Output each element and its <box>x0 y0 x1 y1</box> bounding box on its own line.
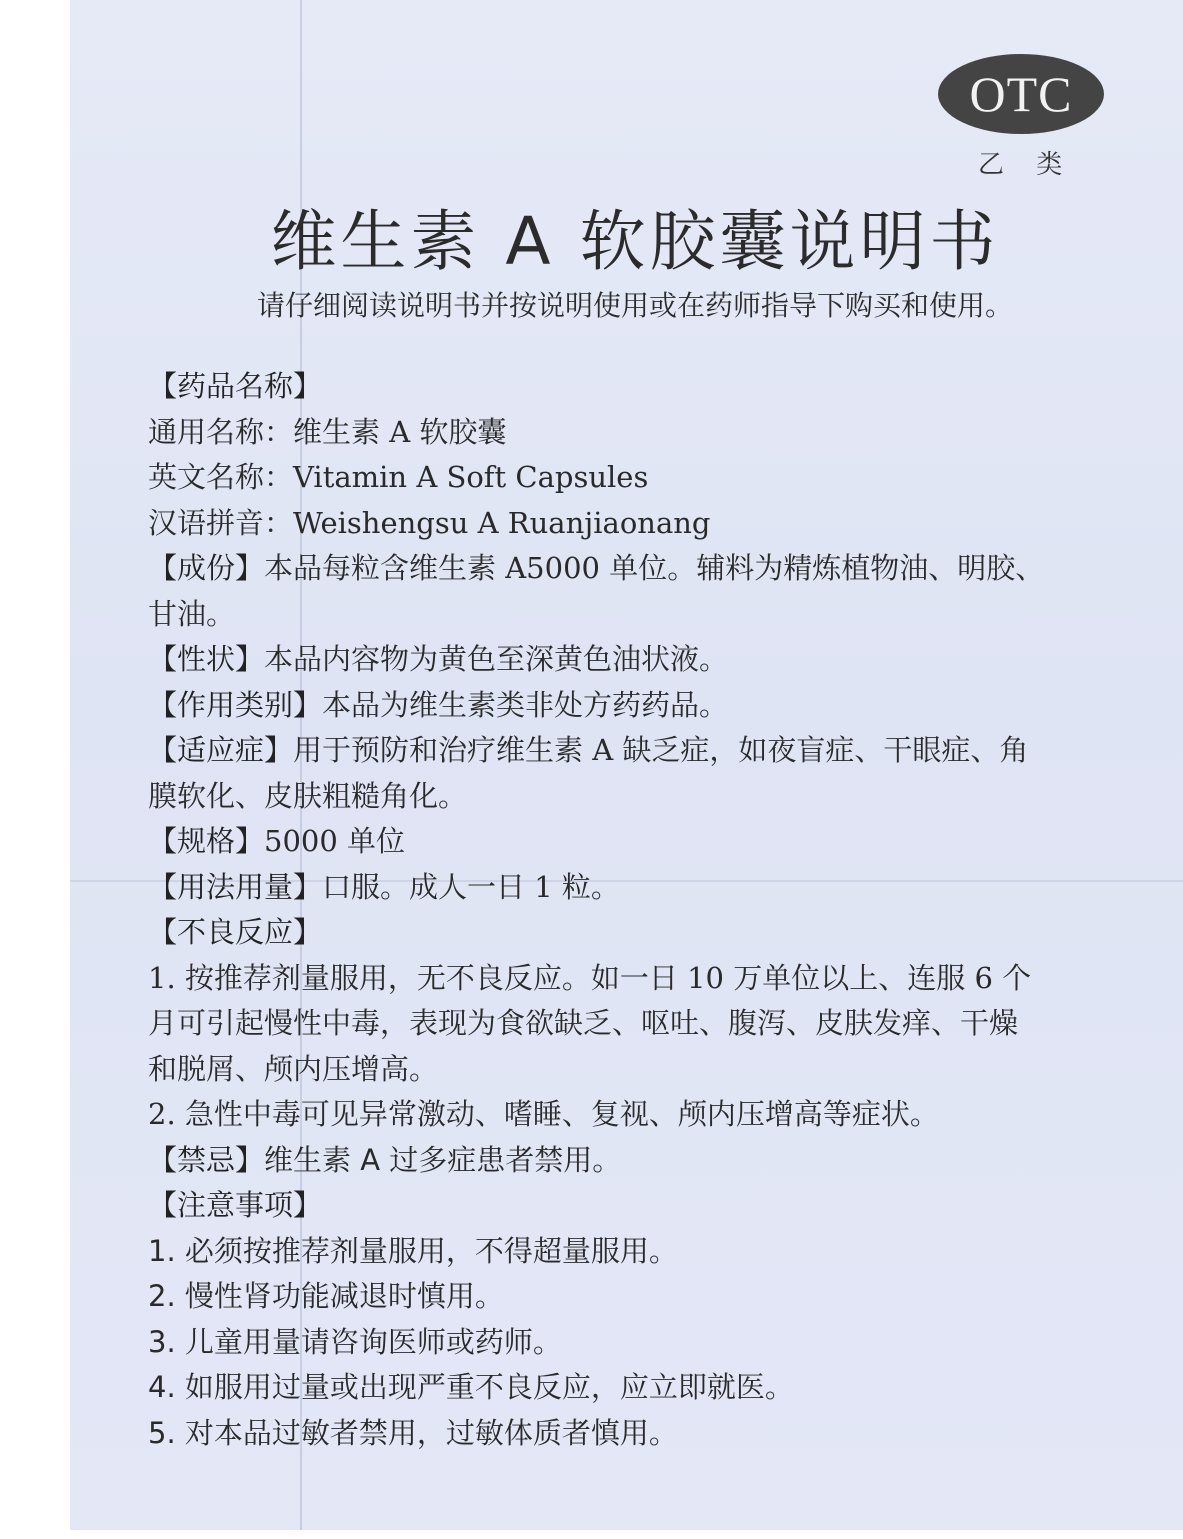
indication-text-cont: 膜软化、皮肤粗糙角化。 <box>148 778 468 813</box>
dosage-header: 【用法用量】 <box>148 869 323 904</box>
spec-header: 【规格】 <box>148 824 265 858</box>
ingredients-section <box>148 546 1118 592</box>
indication-header: 【适应症】 <box>148 733 294 767</box>
precaution-item: 2. 慢性肾功能减退时慎用。 <box>148 1279 504 1313</box>
category-header: 【作用类别】 <box>148 687 323 722</box>
spec-section <box>148 819 1118 865</box>
dosage-section <box>148 865 1118 911</box>
generic-name: 通用名称：维生素 A 软胶囊 <box>148 414 507 449</box>
adverse-item-2: 2. 急性中毒可见异常激动、嗜睡、复视、颅内压增高等症状。 <box>148 1097 939 1131</box>
english-name: 英文名称：Vitamin A Soft Capsules <box>148 460 649 494</box>
spec-text: 5000 单位 <box>264 824 406 858</box>
adverse-item-1: 1. 按推荐剂量服用，无不良反应。如一日 10 万单位以上、连服 6 个 <box>148 960 1032 995</box>
appearance-header: 【性状】 <box>148 642 265 676</box>
otc-mark: OTC <box>969 66 1073 122</box>
precaution-item: 4. 如服用过量或出现严重不良反应，应立即就医。 <box>148 1370 794 1404</box>
precaution-item: 5. 对本品过敏者禁用，过敏体质者慎用。 <box>148 1415 678 1450</box>
precaution-item: 3. 儿童用量请咨询医师或药师。 <box>148 1324 562 1359</box>
adverse-item-1-cont: 月可引起慢性中毒，表现为食欲缺乏、呕吐、腹泻、皮肤发痒、干燥 <box>148 1006 1019 1040</box>
leaflet-body <box>148 364 1118 1456</box>
adverse-header: 【不良反应】 <box>148 915 323 949</box>
dosage-text: 口服。成人一日 1 粒。 <box>322 869 620 904</box>
ingredients-header: 【成份】 <box>148 551 265 585</box>
ingredients-text: 本品每粒含维生素 A5000 单位。辅料为精炼植物油、明胶、 <box>264 551 1045 585</box>
otc-logo <box>938 54 1104 134</box>
precautions-header: 【注意事项】 <box>148 1188 323 1222</box>
indication-section <box>148 728 1118 774</box>
adverse-item-1-cont: 和脱屑、颅内压增高。 <box>148 1051 439 1086</box>
page-title: 维生素 A 软胶囊说明书 <box>270 203 1000 280</box>
category-text: 本品为维生素类非处方药药品。 <box>322 687 729 722</box>
otc-class-label: 乙 类 <box>978 150 1075 180</box>
category-section <box>148 683 1118 729</box>
contraindication-header: 【禁忌】 <box>148 1142 265 1177</box>
indication-text: 用于预防和治疗维生素 A 缺乏症，如夜盲症、干眼症、角 <box>293 733 1029 767</box>
precaution-item: 1. 必须按推荐剂量服用，不得超量服用。 <box>148 1233 678 1268</box>
appearance-text: 本品内容物为黄色至深黄色油状液。 <box>264 642 729 676</box>
drug-name-header: 【药品名称】 <box>148 369 323 403</box>
reading-notice: 请仔细阅读说明书并按说明使用或在药师指导下购买和使用。 <box>256 289 1013 322</box>
contraindication-section <box>148 1138 1118 1184</box>
ingredients-text-cont: 甘油。 <box>148 596 236 631</box>
pinyin-name: 汉语拼音：Weishengsu A Ruanjiaonang <box>148 505 711 540</box>
appearance-section <box>148 637 1118 683</box>
contraindication-text: 维生素 A 过多症患者禁用。 <box>264 1142 622 1177</box>
